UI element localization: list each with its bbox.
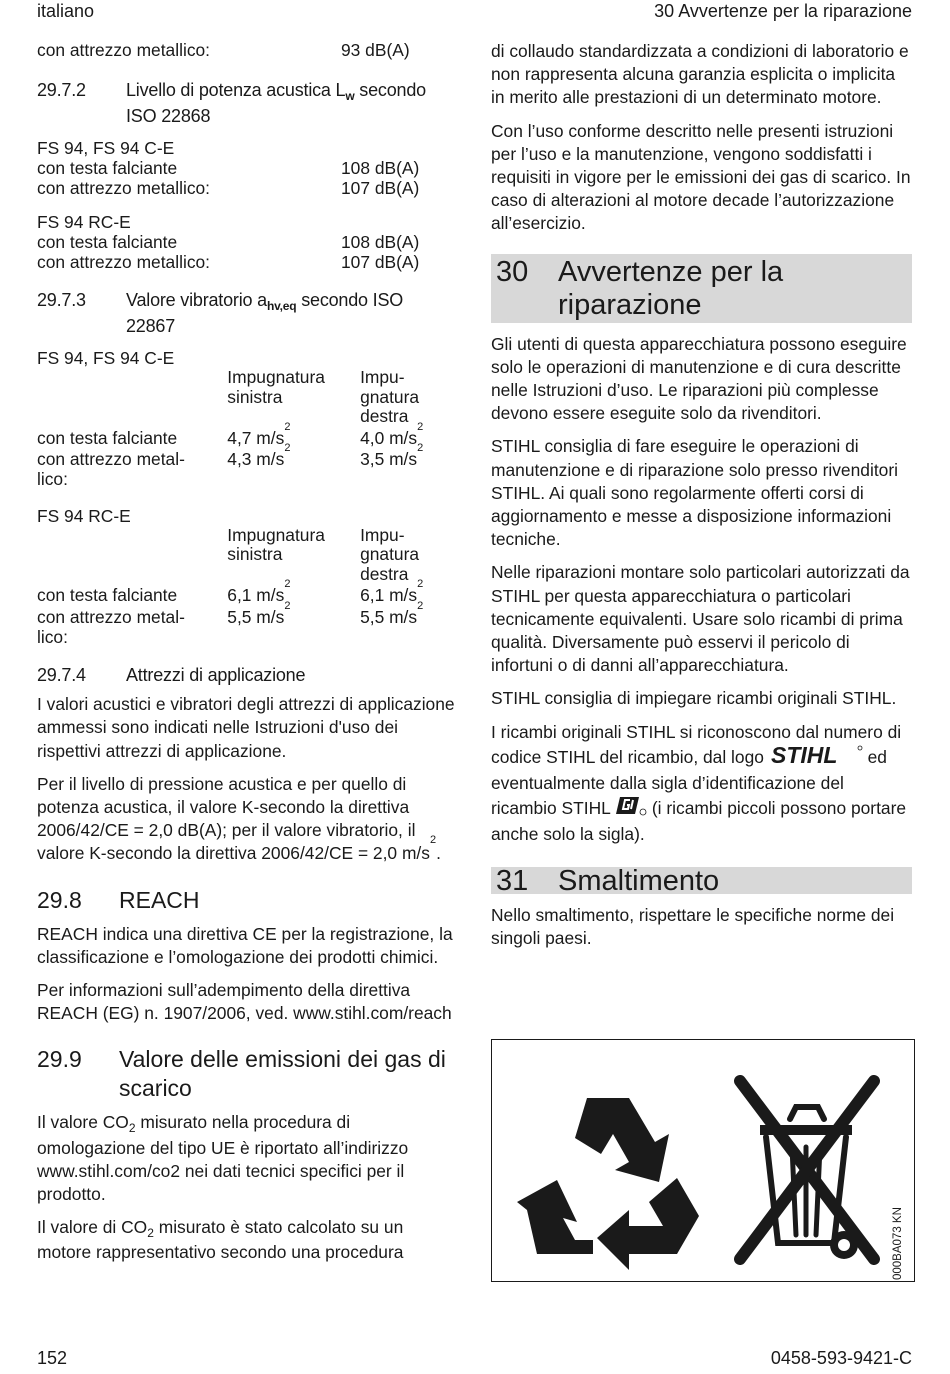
row-value: 108 dB(A) [341, 232, 420, 252]
exponent: 2 [417, 599, 424, 612]
group-title: FS 94, FS 94 C-E [37, 348, 175, 368]
heading-title: Valore delle emissioni dei gas di scarico [119, 1046, 446, 1102]
paragraph: Per informazioni sull’adempimento della direttiva REACH (EG) n. 1907/2006, ved. www.stihl.com/reach [37, 979, 452, 1024]
row-value [360, 599, 427, 647]
row-label: con attrezzo metallico: [37, 178, 211, 198]
value-text: 5,5 m/s [227, 606, 285, 627]
vibration-table [37, 526, 427, 648]
sound-row [37, 232, 455, 252]
spare-part-mark-icon [615, 795, 647, 823]
paragraph-text: (i ricambi piccoli possono portare anche solo la sigla). [491, 798, 907, 845]
paragraph: Nello smaltimento, rispettare le specifiche norme dei singoli paesi. [491, 904, 895, 948]
group-title: FS 94 RC-E [37, 212, 131, 232]
empty-cell [37, 526, 227, 585]
heading-30 [491, 254, 912, 323]
heading-number: 29.7.3 [37, 290, 86, 310]
paragraph: Nelle riparazioni montare solo particolari autorizzati da STIHL per questa apparecchiatura o particolari tecnicamente equivalenti. Usare solo ricambi di prima qualità. Diversamente può esservi il pericolo di infortuni o di danni all’apparecchiatura. [491, 562, 910, 676]
row-label: con testa falciante [37, 232, 178, 252]
exponent: 2 [284, 599, 291, 612]
heading-number: 29.9 [37, 1046, 82, 1073]
heading-31 [491, 864, 912, 897]
crossed-bin-icon [732, 1075, 882, 1265]
right-column [491, 40, 912, 960]
value-text: 6,1 m/s [227, 585, 285, 606]
paragraph [37, 1111, 455, 1206]
col-header-left: Impugnatura sinistra [227, 524, 325, 565]
value-text: 6,1 m/s [360, 585, 418, 606]
exponent: 2 [284, 442, 291, 455]
figure-code: 000BA073 KN [892, 1207, 904, 1280]
sound-row [37, 158, 455, 178]
row-value: 108 dB(A) [341, 158, 420, 178]
exponent: 2 [417, 578, 424, 591]
row-value [227, 420, 360, 449]
heading-number: 29.7.2 [37, 80, 86, 100]
recycle-icon [517, 1070, 717, 1270]
heading-number: 31 [496, 864, 529, 897]
row-label: con attrezzo metallico: [37, 40, 211, 60]
paragraph: I valori acustici e vibratori degli attrezzi di applicazione ammessi sono indicati nelle Istruzioni d'uso dei rispettivi attrezzi di applicazione. [37, 694, 455, 761]
row-value: 107 dB(A) [341, 252, 420, 272]
value-text: 3,5 m/s [360, 449, 418, 470]
col-header-right: Impu-gnatura destra [360, 524, 420, 584]
heading-29-8 [37, 886, 455, 915]
row-value: 107 dB(A) [341, 178, 420, 198]
paragraph [491, 721, 912, 847]
paragraph-text: I ricambi originali STIHL si riconoscono dal numero di codice STIHL del ricambio, dal logo [491, 721, 902, 767]
stihl-logo [769, 744, 863, 772]
sound-row [37, 40, 455, 60]
page-number: 152 [37, 1348, 68, 1368]
col-header-right: Impu-gnatura destra [360, 367, 420, 427]
paragraph-text: misurato è stato calcolato su un motore rappresentativo secondo una procedura [37, 1217, 404, 1263]
paragraph: di collaudo standardizzata a condizioni di laboratorio e non rappresenta alcuna garanzia esplicita o implicita in merito alle prestazioni di un determinato motore. [491, 41, 909, 108]
left-column [37, 40, 455, 1275]
row-label: con testa falciante [37, 427, 178, 448]
heading-title: REACH [119, 886, 200, 913]
row-value [227, 599, 360, 647]
heading-title: Smaltimento [558, 864, 720, 897]
row-value: 93 dB(A) [341, 40, 410, 60]
heading-subscript: hv,eq [266, 299, 297, 313]
heading-29-9 [37, 1045, 455, 1103]
paragraph-text: . [436, 843, 441, 864]
sound-row [37, 252, 455, 272]
vibration-table [37, 368, 427, 490]
row-label: con attrezzo metal-lico: [37, 449, 185, 489]
exponent: 2 [284, 578, 291, 591]
paragraph: STIHL consiglia di impiegare ricambi originali STIHL. [491, 688, 897, 709]
heading-title [37, 288, 455, 338]
heading-text: secondo ISO 22868 [126, 80, 426, 126]
heading-number: 30 [496, 255, 529, 288]
paragraph-text: Il valore CO [37, 1112, 129, 1133]
subscript: 2 [147, 1226, 154, 1241]
row-label: con testa falciante [37, 158, 178, 178]
heading-text: Valore vibratorio a [126, 290, 267, 310]
value-text: 5,5 m/s [360, 606, 418, 627]
paragraph-text: Per il livello di pressione acustica e per quello di potenza acustica, il valore K-secondo la direttiva 2006/42/CE = 2,0 dB(A); per il valore vibratorio, il valore K-secondo la direttiva 2006/42/CE = 2,0 m/s [37, 773, 430, 864]
value-text: 4,7 m/s [227, 427, 285, 448]
row-label: con attrezzo metal-lico: [37, 606, 185, 647]
disposal-figure [491, 1039, 915, 1282]
document-number: 0458-593-9421-C [770, 1348, 912, 1368]
row-label: con testa falciante [37, 585, 178, 606]
row-label: con attrezzo metallico: [37, 252, 211, 272]
sound-row [37, 178, 455, 198]
paragraph: Gli utenti di questa apparecchiatura possono eseguire solo le operazioni di manutenzione e di cura descritte nelle Istruzioni d’uso. Le riparazioni più complesse devono essere eseguite solo da rivenditori. [491, 333, 907, 424]
heading-subscript: w [345, 89, 355, 103]
paragraph [37, 1216, 455, 1264]
heading-text: Livello di potenza acustica L [126, 80, 346, 100]
exponent: 2 [417, 420, 424, 433]
group-title: FS 94 RC-E [37, 505, 131, 526]
header-chapter: 30 Avvertenze per la riparazione [654, 1, 912, 21]
paragraph-text: misurato nella procedura di omologazione del tipo UE è riportato all’indirizzo www.stihl.com/co2 nei dati tecnici specifici per il prodotto. [37, 1112, 409, 1204]
paragraph: STIHL consiglia di fare eseguire le operazioni di manutenzione e di riparazione solo presso rivenditori STIHL. Ai quali sono regolarmente offerti corsi di aggiornamento e messe a disposizione informazioni tecniche. [491, 436, 898, 550]
paragraph-text: Il valore di CO [37, 1217, 148, 1238]
heading-29-7-2 [37, 78, 455, 128]
row-value [227, 578, 360, 606]
paragraph: REACH indica una direttiva CE per la registrazione, la classificazione e l’omologazione dei prodotti chimici. [37, 923, 453, 967]
heading-title: Avvertenze per la riparazione [558, 255, 784, 321]
row-value [227, 442, 360, 489]
col-header-left: Impugnatura sinistra [227, 367, 325, 407]
subscript: 2 [128, 1121, 136, 1136]
logo-text: STIHL [770, 743, 838, 766]
group-title: FS 94, FS 94 C-E [37, 138, 175, 158]
heading-title: Attrezzi di applicazione [126, 665, 306, 686]
exponent: 2 [417, 442, 424, 455]
exponent: 2 [429, 834, 437, 847]
heading-29-7-3 [37, 288, 455, 338]
value-text: 4,3 m/s [227, 449, 285, 470]
paragraph [37, 773, 455, 866]
heading-title [37, 78, 455, 128]
heading-number: 29.7.4 [37, 665, 86, 686]
exponent: 2 [284, 420, 291, 433]
value-text: 4,0 m/s [360, 427, 418, 448]
heading-number: 29.8 [37, 886, 82, 913]
empty-cell [37, 368, 227, 427]
header-language: italiano [37, 1, 95, 21]
paragraph-text: ed eventualmente dalla sigla d’identificazione del ricambio STIHL [491, 746, 887, 819]
paragraph: Con l’uso conforme descritto nelle presenti istruzioni per l’uso e la manutenzione, vengono soddisfatti i requisiti in vigore per le emissioni dei gas di scarico. In caso di alterazioni al motore decade l’autorizzazione all’esercizio. [491, 120, 911, 234]
heading-text: secondo ISO 22867 [126, 290, 404, 336]
row-value [360, 442, 427, 489]
heading-29-7-4 [37, 663, 455, 687]
